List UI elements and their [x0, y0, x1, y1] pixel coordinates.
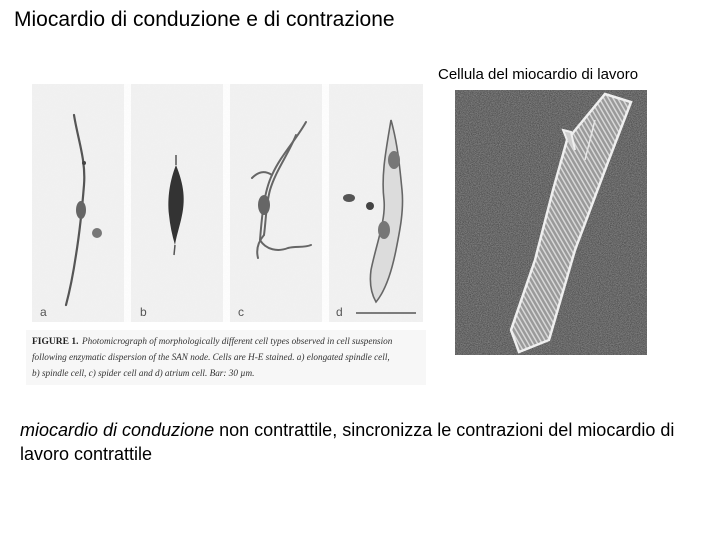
figure-caption-line-3: b) spindle cell, c) spider cell and d) atrium cell. Bar: 30 µm.	[32, 368, 255, 378]
cell-d-nucleus-1	[388, 151, 400, 169]
body-plain-text: non contrattile, sincronizza le contrazioni del miocardio di lavoro contrattile	[20, 420, 675, 464]
conduction-cells-figure	[26, 80, 426, 385]
panel-letter-a: a	[40, 305, 47, 319]
cell-d-nucleus-2	[378, 221, 390, 239]
panel-letter-d: d	[336, 305, 343, 319]
figure-caption-line-1: Photomicrograph of morphologically different cell types observed in cell suspension	[82, 336, 393, 346]
body-italic-text: miocardio di conduzione	[20, 420, 215, 440]
cell-a-nucleus	[76, 201, 86, 219]
cell-c-nucleus	[258, 195, 270, 215]
right-figure-caption: Cellula del miocardio di lavoro	[438, 66, 639, 83]
body-text	[20, 418, 710, 466]
panel-letter-c: c	[238, 305, 244, 319]
figure-caption-line-2: following enzymatic dispersion of the SAN node. Cells are H-E stained. a) elongated spindle cell,	[32, 352, 390, 362]
panel-letter-b: b	[140, 305, 147, 319]
working-myocardium-micrograph	[455, 90, 647, 355]
figure-caption-head: FIGURE 1.	[32, 337, 79, 347]
slide-title: Miocardio di conduzione e di contrazione	[14, 8, 395, 31]
